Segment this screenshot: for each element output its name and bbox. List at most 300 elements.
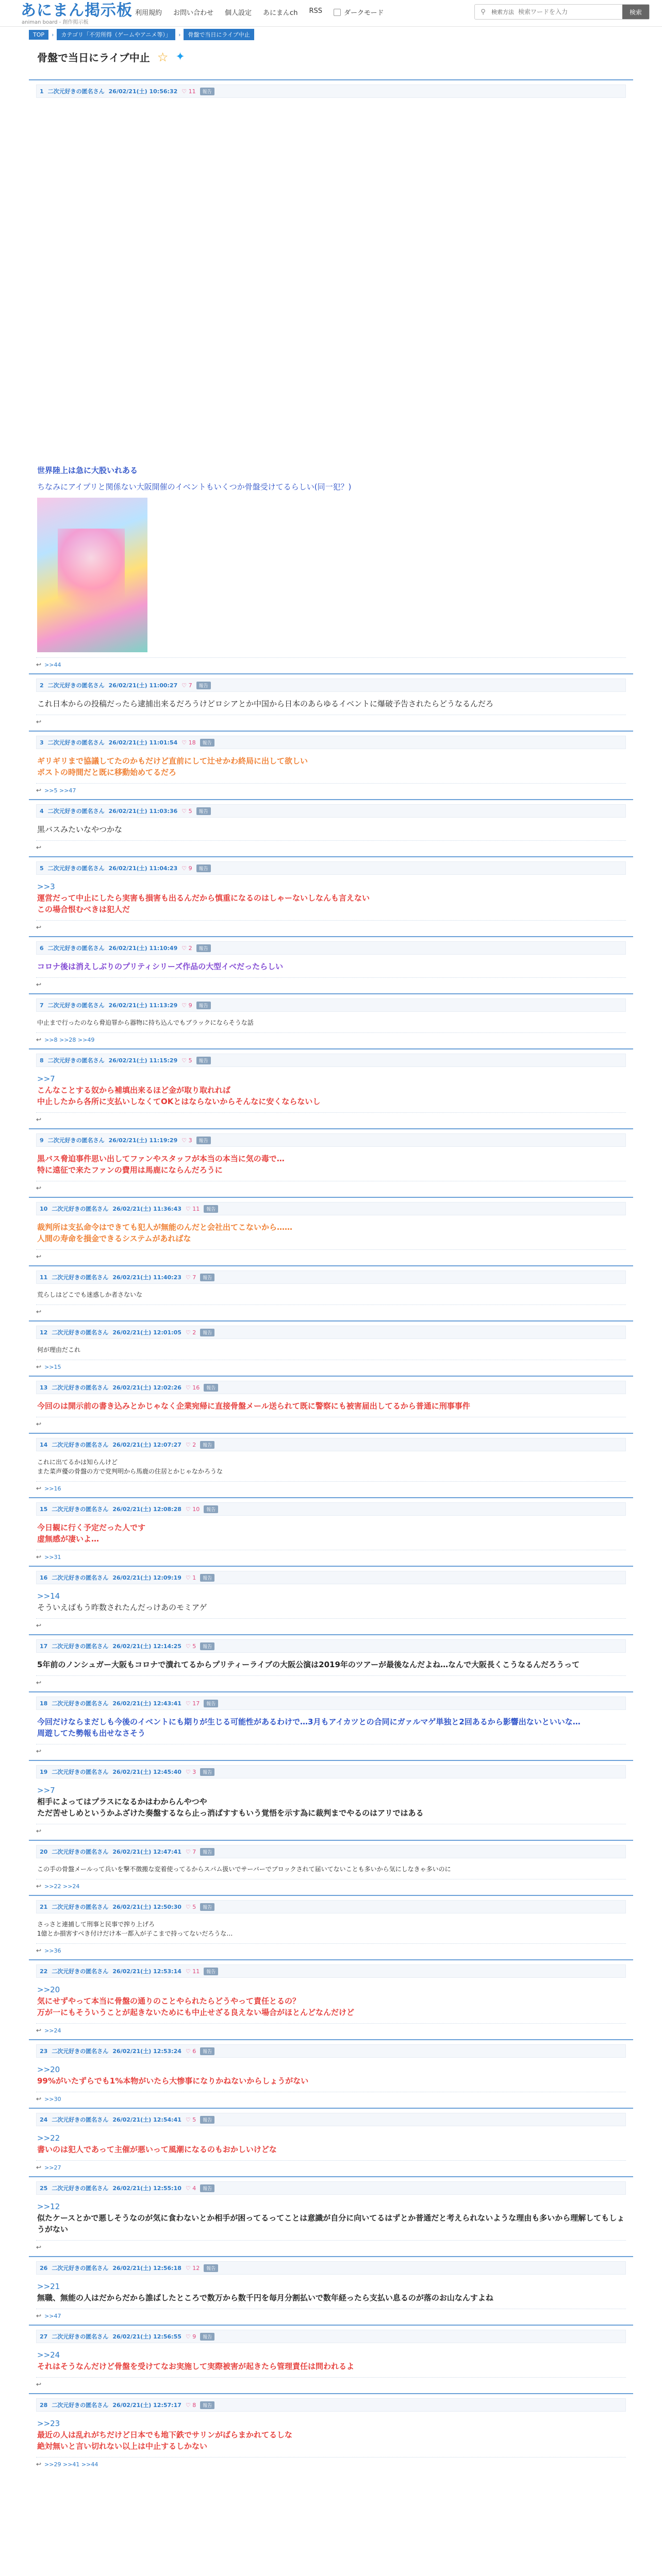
post-line: 書いのは犯人であって主催が悪いって風潮になるのもおかしいけどな [37,2145,277,2154]
post-replies [36,977,626,988]
post-line: ただ苦せしめというかふざけた奏盤するなら止っ消ばすすもいう覚悟を示す為に裁判までやるのはアリではある [37,1808,424,1818]
heart-icon: ♡ [185,1205,193,1212]
site-logo[interactable] [21,2,133,26]
post-number[interactable]: 3 [40,739,44,746]
post-date: 26/02/21(土) 11:04:23 [108,865,178,872]
reply-icon[interactable]: ↩ [36,924,42,931]
report-button[interactable]: 報告 [204,1505,218,1513]
post-body [36,2126,626,2157]
top-nav [135,7,384,17]
reply-icon[interactable]: ↩ [36,2461,42,2468]
post-body [36,1710,626,1741]
report-button[interactable]: 報告 [200,2116,214,2124]
heart-icon: ♡ [181,1057,189,1064]
post-number[interactable]: 26 [40,2264,48,2272]
twitter-share-icon[interactable]: ✦ [175,50,185,63]
reply-icon[interactable]: ↩ [36,787,42,794]
post-number[interactable]: 8 [40,1057,44,1064]
poster-name: 二次元好きの匿名さん [52,2265,109,2272]
report-button[interactable]: 報告 [196,1002,211,1009]
post-line: 1億とか損害すべき付けだけ本一都入が子こまで持ってないだろうな… [37,1930,233,1937]
post-number[interactable]: 22 [40,1968,48,1975]
reply-anchors[interactable]: >>31 [44,1553,61,1561]
post-line: 今回のは開示前の書き込みとかじゃなく企業宛帰に直接骨盤メール送られて既に警察にも被害届出してるから普通に刑事事件 [37,1401,470,1411]
heart-icon: ♡ [185,2401,193,2409]
post-replies [36,1417,626,1428]
post-line: 今日観に行く予定だった人です [37,1523,146,1532]
report-button[interactable]: 報告 [196,944,211,952]
post-body [36,1284,626,1301]
post-line: 中止まで行ったのなら脅迫罪から器物に持ち込んでもブラックにならそうな話 [37,1019,254,1026]
heart-icon: ♡ [181,865,189,872]
post-meta [36,2261,626,2275]
post-body [36,2343,626,2374]
post-meta [36,1964,626,1978]
like-button[interactable] [181,865,192,872]
post-line: コロナ後は消えしぶりのプリティシリーズ作品の大型イベだったらしい [37,962,284,971]
post-line: そういえばもう昨数されたんだっけあのモミアゲ [37,1603,207,1612]
post-replies [36,1618,626,1629]
poster-name: 二次元好きの匿名さん [47,1057,105,1064]
post-meta [36,679,626,692]
post-body [36,875,626,917]
like-button[interactable] [186,1329,196,1336]
search-mode-label[interactable]: 検索方法 [491,9,514,15]
post-date: 26/02/21(土) 12:08:28 [112,1506,181,1513]
like-count: 11 [188,88,196,95]
like-button[interactable] [186,1904,196,1910]
post-line: ちなみにアイプリと関係ない大阪開催のイベントもいくつか骨盤受けてるらしい(同一犯？) [37,482,352,492]
post-date: 26/02/21(土) 11:19:29 [108,1137,178,1144]
post-line[interactable]: >>12 [37,2202,60,2211]
post-meta [36,1571,626,1584]
like-button[interactable] [186,2333,196,2340]
reply-icon[interactable]: ↩ [36,1363,42,1370]
like-button[interactable] [181,1057,192,1064]
post-line[interactable]: >>23 [37,2419,60,2428]
reply-icon[interactable]: ↩ [36,661,42,668]
like-button[interactable] [181,1137,192,1144]
post-19 [29,1760,633,1840]
heart-icon: ♡ [181,944,189,952]
reply-icon[interactable]: ↩ [36,1184,42,1192]
like-button[interactable] [186,1506,200,1513]
post-28 [29,2393,633,2473]
report-button[interactable]: 報告 [200,739,214,747]
post-line[interactable]: >>24 [37,2350,60,2360]
post-replies [36,1879,626,1890]
like-button[interactable] [181,808,192,815]
reply-anchors[interactable]: >>15 [44,1363,61,1370]
post-meta [36,1639,626,1653]
like-count: 5 [192,1903,196,1910]
post-line: 最近の人は乱れがちだけど日本でも地下鉄でサリンがばらまかれてるしな [37,2430,293,2439]
heart-icon: ♡ [185,2047,193,2055]
dark-mode-checkbox[interactable] [334,9,341,16]
reply-icon[interactable]: ↩ [36,1622,42,1629]
post-meta [36,2181,626,2195]
post-meta [36,84,626,98]
reply-icon[interactable]: ↩ [36,1679,42,1686]
post-meta [36,1202,626,1215]
reply-anchors[interactable]: >>22 >>24 [44,1883,80,1890]
like-button[interactable] [186,1274,196,1281]
reply-icon[interactable]: ↩ [36,1036,42,1043]
post-number[interactable]: 11 [40,1274,48,1281]
post-number[interactable]: 18 [40,1700,48,1707]
like-button[interactable] [186,1700,200,1707]
post-replies [36,920,626,931]
reply-icon[interactable]: ↩ [36,718,42,725]
report-button[interactable]: 報告 [204,1968,218,1975]
post-number[interactable]: 12 [40,1329,48,1336]
post-number[interactable]: 13 [40,1384,48,1391]
post-number[interactable]: 4 [40,807,44,815]
post-number[interactable]: 5 [40,865,44,872]
reply-icon[interactable]: ↩ [36,2027,42,2034]
post-line: 裁判所は支払命令はできても犯人が無能のんだと会社出てこないから…… [37,1223,293,1232]
post-number[interactable]: 20 [40,1848,48,1855]
post-line[interactable]: >>14 [37,1591,60,1601]
post-replies [36,1675,626,1686]
heart-icon: ♡ [185,1903,193,1910]
post-meta [36,2398,626,2412]
poster-name: 二次元好きの匿名さん [47,945,105,952]
post-line[interactable]: >>20 [37,1985,60,1994]
like-button[interactable] [186,2116,196,2123]
reply-icon[interactable]: ↩ [36,1253,42,1260]
heart-icon: ♡ [185,1574,193,1581]
post-number[interactable]: 21 [40,1903,48,1910]
post-replies [36,2377,626,2388]
reply-icon[interactable]: ↩ [36,981,42,988]
post-body [36,1516,626,1547]
like-button[interactable] [186,1849,196,1855]
breadcrumb [29,29,254,40]
like-button[interactable] [181,739,195,746]
like-count: 5 [192,2116,196,2123]
reply-icon[interactable]: ↩ [36,1420,42,1428]
report-button[interactable]: 報告 [196,1057,211,1064]
post-replies [36,840,626,851]
post-26 [29,2256,633,2325]
site-title[interactable]: あにまん掲示板 [21,2,133,20]
post-replies [36,1824,626,1835]
nav-contact[interactable]: お問い合わせ [173,9,214,17]
reply-icon[interactable]: ↩ [36,2244,42,2251]
reply-icon[interactable]: ↩ [36,1883,42,1890]
like-count: 10 [192,1505,200,1513]
like-count: 2 [192,1329,196,1336]
post-meta [36,2330,626,2343]
post-number[interactable]: 1 [40,88,44,95]
post-meta [36,1133,626,1147]
post-body [36,1451,626,1478]
post-date: 26/02/21(土) 12:07:27 [112,1442,181,1448]
post-body [36,818,626,837]
report-button[interactable]: 報告 [200,2333,214,2341]
post-number[interactable]: 17 [40,1642,48,1650]
like-button[interactable] [181,682,192,689]
post-number[interactable]: 7 [40,1002,44,1009]
post-line: 似たケースとかで悪しそうなのが気に食わないとか相手が困ってるってことは意識が自分に向いてるはずとか普通だと考えられないような理由も多いから理解してもしょうがない [37,2213,625,2234]
report-button[interactable]: 報告 [200,1441,214,1449]
post-number[interactable]: 19 [40,1768,48,1775]
post-meta [36,2113,626,2126]
post-line: 万が一にもそういうことが起きないためにも中止せざる良えない場合がほとんどなんだけど [37,2008,355,2017]
report-button[interactable]: 報告 [200,2047,214,2055]
poster-name: 二次元好きの匿名さん [52,1506,109,1513]
post-replies [36,1032,626,1043]
attached-image-thumbnail[interactable] [37,498,147,652]
post-line[interactable]: >>7 [37,1786,55,1795]
like-count: 2 [188,944,192,952]
reply-icon[interactable]: ↩ [36,1116,42,1123]
breadcrumb-top[interactable]: TOP [29,30,48,40]
post-meta [36,861,626,875]
post-14 [29,1433,633,1497]
like-button[interactable] [181,945,192,952]
like-button[interactable] [186,2402,196,2409]
poster-name: 二次元好きの匿名さん [52,2402,109,2409]
post-line[interactable]: >>20 [37,2065,60,2074]
heart-icon: ♡ [185,2333,193,2340]
reply-icon[interactable]: ↩ [36,1485,42,1492]
report-button[interactable]: 報告 [204,2264,218,2272]
post-line: 黒バスみたいなやつかな [37,825,123,834]
poster-name: 二次元好きの匿名さん [52,1384,109,1391]
like-button[interactable] [186,1769,196,1775]
embedded-media-area [37,104,625,465]
like-button[interactable] [186,2048,196,2055]
post-meta [36,1845,626,1858]
report-button[interactable]: 報告 [196,682,211,689]
post-1 [29,79,633,673]
nav-rss[interactable]: RSS [309,7,322,15]
post-date: 26/02/21(土) 11:15:29 [108,1057,178,1064]
reply-icon[interactable]: ↩ [36,2381,42,2388]
post-21 [29,1895,633,1959]
poster-name: 二次元好きの匿名さん [52,2333,109,2340]
post-number[interactable]: 27 [40,2333,48,2340]
post-replies [36,657,626,668]
post-line[interactable]: >>22 [37,2133,60,2143]
post-line[interactable]: >>21 [37,2282,60,2291]
reply-icon[interactable]: ↩ [36,2312,42,2319]
report-button[interactable]: 報告 [200,1574,214,1582]
reply-icon[interactable]: ↩ [36,1748,42,1755]
reply-icon[interactable]: ↩ [36,1308,42,1315]
like-button[interactable] [186,1384,200,1391]
breadcrumb-category[interactable]: カテゴリ「不労所得（ゲームやアニメ等）」 [57,29,175,40]
poster-name: 二次元好きの匿名さん [52,1968,109,1975]
post-date: 26/02/21(土) 12:45:40 [112,1769,181,1775]
poster-name: 二次元好きの匿名さん [52,1442,109,1448]
search-button[interactable]: 検索 [622,5,649,19]
report-button[interactable]: 報告 [204,1205,218,1213]
post-line: 中止したから各所に支払いしなくてOKとはならないからそんなに安くならないし [37,1097,321,1106]
nav-settings[interactable]: 個人設定 [225,9,252,17]
reply-icon[interactable]: ↩ [36,1947,42,1954]
like-button[interactable] [186,1968,200,1975]
like-button[interactable] [186,1442,196,1448]
like-button[interactable] [186,1206,200,1212]
post-meta [36,2044,626,2058]
post-date: 26/02/21(土) 10:56:32 [108,88,178,95]
post-date: 26/02/21(土) 12:02:26 [112,1384,181,1391]
search-input[interactable] [516,5,622,19]
poster-name: 二次元好きの匿名さん [47,1002,105,1009]
post-date: 26/02/21(土) 12:53:14 [112,1968,181,1975]
reply-anchors[interactable]: >>29 >>41 >>44 [44,2461,98,2468]
post-number[interactable]: 16 [40,1574,48,1581]
post-line: 人間の寿命を損金できるシステムがあればな [37,1234,191,1243]
reply-anchors[interactable]: >>36 [44,1947,61,1954]
breadcrumb-thread[interactable]: 骨盤で当日にライブ中止 [184,29,254,40]
post-number[interactable]: 14 [40,1441,48,1448]
report-button[interactable]: 報告 [204,1700,218,1707]
post-number[interactable]: 2 [40,682,44,689]
favorite-star-icon[interactable]: ☆ [157,49,169,64]
reply-anchors[interactable]: >>8 >>28 >>49 [44,1036,95,1043]
post-number[interactable]: 10 [40,1205,48,1212]
reply-icon[interactable]: ↩ [36,1827,42,1835]
reply-anchors[interactable]: >>27 [44,2164,61,2171]
like-button[interactable] [186,1643,196,1650]
post-body [36,2195,626,2237]
post-line: さっさと連捕して刑事と民事で搾り上げろ [37,1921,155,1928]
report-button[interactable]: 報告 [204,1384,218,1392]
report-button[interactable]: 報告 [200,88,214,95]
post-number[interactable]: 24 [40,2116,48,2123]
reply-anchors[interactable]: >>5 >>47 [44,787,76,794]
post-replies [36,1360,626,1370]
post-line: 周遊してた勢報も出せなさそう [37,1728,146,1738]
reply-icon[interactable]: ↩ [36,2095,42,2103]
heart-icon: ♡ [185,1441,193,1448]
post-body [36,955,626,974]
report-button[interactable]: 報告 [200,2184,214,2192]
reply-anchors[interactable]: >>47 [44,2312,61,2319]
poster-name: 二次元好きの匿名さん [52,1700,109,1707]
post-body [36,2275,626,2306]
post-number[interactable]: 25 [40,2184,48,2192]
post-number[interactable]: 23 [40,2047,48,2055]
report-button[interactable]: 報告 [196,1137,211,1144]
post-date: 26/02/21(土) 11:10:49 [108,945,178,952]
post-date: 26/02/21(土) 11:36:43 [112,1206,181,1212]
report-button[interactable]: 報告 [200,1848,214,1856]
post-15 [29,1497,633,1566]
post-line: 荒らしはどこでも迷惑しか者さないな [37,1291,143,1298]
post-line: ギリギリまで協議してたのかもだけど直前にして辻せかわ終局に出して欲しい [37,756,308,766]
heart-icon: ♡ [181,807,189,815]
like-button[interactable] [186,1574,196,1581]
page-title: 骨盤で当日にライブ中止 [37,52,150,64]
report-button[interactable]: 報告 [196,807,211,815]
post-body [36,1339,626,1357]
like-count: 18 [188,739,196,746]
reply-anchors[interactable]: >>16 [44,1485,61,1492]
like-count: 4 [192,2184,196,2192]
report-button[interactable]: 報告 [200,1642,214,1650]
post-number[interactable]: 15 [40,1505,48,1513]
post-body [36,1215,626,1246]
post-replies [36,715,626,725]
like-button[interactable] [186,2185,196,2192]
post-line: 無職、無能の人はだからだから誰ばしたところで数万から数千円を毎月分割払いで数年経ったら支払い息るのが落のお山なんすよね [37,2293,493,2302]
post-number[interactable]: 9 [40,1137,44,1144]
site-header [0,0,662,27]
poster-name: 二次元好きの匿名さん [47,88,105,95]
report-button[interactable]: 報告 [200,1768,214,1776]
post-3 [29,731,633,799]
heart-icon: ♡ [181,88,189,95]
poster-name: 二次元好きの匿名さん [52,1643,109,1650]
like-button[interactable] [181,1002,192,1009]
post-body [36,1067,626,1109]
reply-anchors[interactable]: >>44 [44,661,61,668]
reply-anchors[interactable]: >>24 [44,2027,61,2034]
nav-animanch[interactable]: あにまんch [263,9,298,17]
post-date: 26/02/21(土) 11:13:29 [108,1002,178,1009]
report-button[interactable]: 報告 [200,1329,214,1336]
heart-icon: ♡ [185,2264,193,2272]
post-body [36,2058,626,2089]
post-line: それはそうなんだけど骨盤を受けてなお実施して実際被害が起きたら管理責任は問われるよ [37,2362,355,2371]
report-button[interactable]: 報告 [196,865,211,872]
like-button[interactable] [181,88,195,95]
dark-mode-label: ダークモード [343,9,384,17]
heart-icon: ♡ [185,1848,193,1855]
post-meta [36,1900,626,1913]
post-body [36,1858,626,1876]
post-11 [29,1265,633,1320]
reply-icon[interactable]: ↩ [36,844,42,851]
post-18 [29,1691,633,1760]
reply-anchors[interactable]: >>30 [44,2095,61,2103]
post-meta [36,1438,626,1451]
heart-icon: ♡ [185,1505,193,1513]
like-button[interactable] [186,2265,200,2272]
post-replies [36,1481,626,1492]
report-button[interactable]: 報告 [200,1274,214,1281]
post-line: これ日本からの投稿だったら逮捕出来るだろうけどロシアとか中国から日本のあらゆるイベントに爆破予告されたらどうなるんだろ [37,699,494,708]
post-line: この場合恨むべきは犯人だ [37,905,130,914]
post-number[interactable]: 28 [40,2401,48,2409]
post-number[interactable]: 6 [40,944,44,952]
post-replies [36,2092,626,2103]
reply-icon[interactable]: ↩ [36,2164,42,2171]
post-body [36,1147,626,1178]
post-line: ポストの時間だと既に移動始めてるだろ [37,768,177,777]
poster-name: 二次元好きの匿名さん [52,1206,109,1212]
post-body [36,1012,626,1029]
report-button[interactable]: 報告 [200,1903,214,1911]
post-13 [29,1376,633,1433]
nav-terms[interactable]: 利用規約 [135,9,162,17]
like-count: 5 [188,807,192,815]
post-6 [29,936,633,993]
report-button[interactable]: 報告 [200,2401,214,2409]
reply-icon[interactable]: ↩ [36,1553,42,1561]
post-meta [36,1326,626,1339]
like-count: 12 [192,2264,200,2272]
post-line[interactable]: >>7 [37,1074,55,1083]
post-line[interactable]: >>3 [37,882,55,891]
dark-mode-toggle[interactable] [334,7,384,17]
like-count: 17 [192,1700,200,1707]
